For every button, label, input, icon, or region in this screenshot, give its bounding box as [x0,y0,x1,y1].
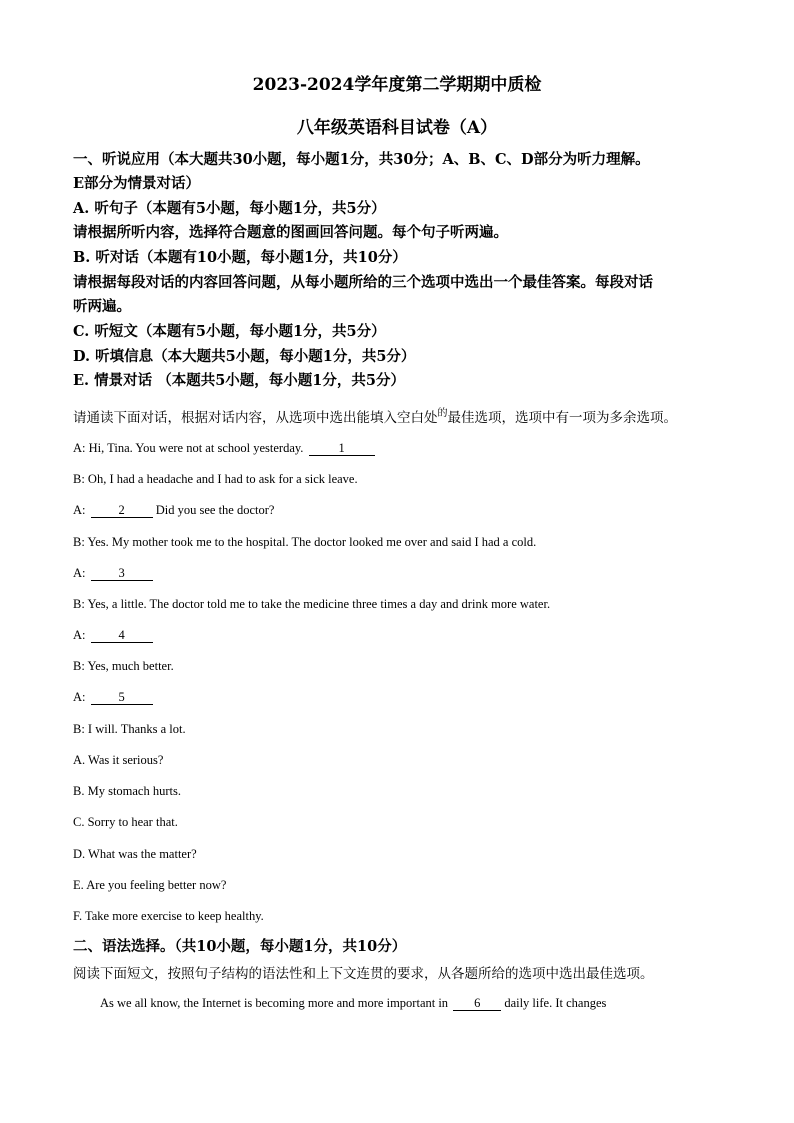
passage-line [100,996,606,1011]
dialogue-line [73,472,358,487]
blank-5[interactable]: 5 [91,691,153,705]
blank-2[interactable]: 2 [91,504,153,518]
dialogue-line [73,566,153,581]
dialogue-speaker: A: [73,690,86,704]
passage-text: As we all know, the Internet is becoming more and more important in [100,996,449,1010]
option-a: A. Was it serious? [73,753,164,767]
part-c-heading: C. 听短文（本题有5小题，每小题1分，共5分） [73,323,386,340]
part-e-instruction [73,404,677,426]
dialogue-speaker: A: [73,503,86,517]
dialogue-line [73,690,153,705]
dialogue-text: B: I will. Thanks a lot. [73,722,186,736]
dialogue-text: B: Yes, a little. The doctor told me to take the medicine three times a day and drink more water. [73,597,551,611]
dialogue-line [73,597,550,612]
option-e: E. Are you feeling better now? [73,878,227,892]
part-e-heading: E. 情景对话 （本题共5小题，每小题1分，共5分） [73,372,405,389]
part-e-instruction-post: 最佳选项，选项中有一项为多余选项。 [447,410,677,426]
part-b-instruction-cont: 听两遍。 [73,298,131,315]
dialogue-line [73,535,536,550]
dialogue-text: Did you see the doctor? [152,503,275,517]
part-e-instruction-pre: 请通读下面对话，根据对话内容，从选项中选出能填入空白处 [73,410,438,426]
dialogue-text: B: Oh, I had a headache and I had to ask for a sick leave. [73,472,358,486]
dialogue-text: A: Hi, Tina. You were not at school yesterday. [73,441,304,455]
dialogue-text: B: Yes, much better. [73,659,174,673]
exam-subtitle: 八年级英语科目试卷（A） [296,118,498,138]
blank-6[interactable]: 6 [453,997,501,1011]
part-a-instruction: 请根据所听内容，选择符合题意的图画回答问题。每个句子听两遍。 [73,224,508,241]
section1-heading-cont: E部分为情景对话） [73,175,201,192]
exam-title: 2023-2024学年度第二学期期中质检 [252,75,542,95]
blank-4[interactable]: 4 [91,629,153,643]
option-c: C. Sorry to hear that. [73,815,178,829]
option-d: D. What was the matter? [73,847,197,861]
section2-heading: 二、语法选择。（共10小题，每小题1分，共10分） [73,938,407,955]
option-b: B. My stomach hurts. [73,784,181,798]
blank-3[interactable]: 3 [91,567,153,581]
blank-1[interactable]: 1 [309,442,375,456]
dialogue-speaker: A: [73,566,86,580]
dialogue-speaker: A: [73,628,86,642]
dialogue-line [73,659,174,674]
option-f: F. Take more exercise to keep healthy. [73,909,264,923]
section1-heading: 一、听说应用（本大题共30小题，每小题1分，共30分；A、B、C、D部分为听力理解。 [73,151,650,168]
section2-instruction: 阅读下面短文，按照句子结构的语法性和上下文连贯的要求，从各题所给的选项中选出最佳选项。 [73,966,654,982]
dialogue-line [73,722,186,737]
dialogue-text: B: Yes. My mother took me to the hospital. The doctor looked me over and said I had a cold. [73,535,537,549]
dialogue-line [73,441,375,456]
part-e-instruction-sup: 的 [437,408,448,419]
dialogue-line [73,503,274,518]
part-a-heading: A. 听句子（本题有5小题，每小题1分，共5分） [73,200,386,217]
part-b-instruction: 请根据每段对话的内容回答问题，从每小题所给的三个选项中选出一个最佳答案。每段对话 [73,274,653,291]
dialogue-line [73,628,153,643]
part-b-heading: B. 听对话（本题有10小题，每小题1分，共10分） [73,249,407,266]
part-d-heading: D. 听填信息（本大题共5小题，每小题1分，共5分） [73,348,416,365]
passage-text: daily life. It changes [501,996,607,1010]
